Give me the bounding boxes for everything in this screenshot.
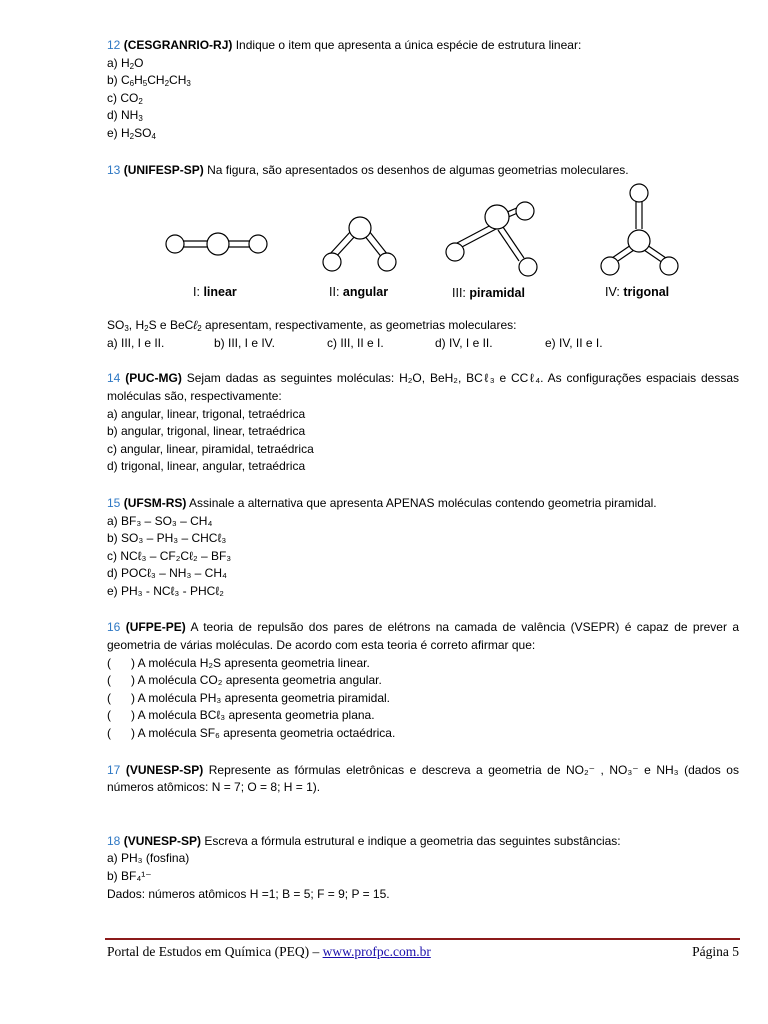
question-number: 17 (107, 762, 121, 777)
trigonal-molecule (601, 184, 678, 275)
footer-portal-name: Portal de Estudos em Química (PEQ) – (107, 944, 320, 959)
given-data: Dados: números atômicos H =1; B = 5; F = 9; P = 15. (107, 886, 390, 901)
statement-5: ( ) A molécula SF₆ apresenta geometria octaédrica. (107, 725, 739, 743)
label-trigonal: IV: trigonal (605, 285, 670, 300)
option-a: a) $H_2O$ (107, 55, 144, 71)
option-d: d) trigonal, linear, angular, tetraédrica (107, 459, 306, 474)
question-13 (107, 162, 739, 353)
question-17-header (107, 762, 739, 797)
pyramidal-molecule (446, 202, 537, 276)
question-text: Escreva a fórmula estrutural e indique a geometria das seguintes substâncias: (204, 833, 621, 848)
question-text: Indique o item que apresenta a única espécie de estrutura linear: (235, 38, 582, 52)
question-number: 16 (107, 620, 121, 635)
question-source: (CESGRANRIO-RJ) (123, 38, 233, 52)
angular-molecule (323, 217, 396, 271)
item-a: a) PH₃ (fosfina) (107, 851, 190, 866)
question-source: (PUC-MG) (125, 371, 182, 386)
option-b: b) SO₃ – PH₃ – CHCℓ₃ (107, 531, 227, 546)
answer-blank[interactable]: ( (107, 726, 111, 741)
option-e: e) IV, II e I. (545, 335, 603, 350)
footer-link[interactable]: www.profpc.com.br (322, 944, 431, 959)
statement-3: ( ) A molécula PH₃ apresenta geometria piramidal. (107, 690, 739, 708)
question-16-header (107, 619, 739, 654)
option-a: a) angular, linear, trigonal, tetraédrica (107, 406, 306, 421)
option-c: c) $CO_2$ (107, 90, 143, 106)
answer-blank[interactable]: ( (107, 655, 111, 670)
option-b: b) $C_6H_5CH_2CH_3$ (107, 73, 191, 89)
label-angular: II: angular (329, 285, 389, 300)
option-c: c) angular, linear, piramidal, tetraédrica (107, 441, 314, 456)
label-linear: I: linear (193, 285, 237, 300)
question-16 (107, 619, 739, 742)
statement-2: ( ) A molécula CO₂ apresenta geometria angular. (107, 672, 739, 690)
option-c: c) NCℓ₃ – CF₂Cℓ₂ – BF₃ (107, 548, 232, 563)
question-number: 12 (107, 38, 121, 52)
page-number: Página 5 (692, 944, 739, 959)
question-14-header (107, 370, 739, 405)
footer-left (107, 944, 431, 960)
answer-blank[interactable]: ( (107, 690, 111, 705)
question-12-header (107, 37, 739, 55)
question-13-stem: $SO_3$, $H_2S$ e BeCℓ$_2$ apresentam, respectivamente, as geometrias moleculares: (107, 318, 517, 334)
statement-4: ( ) A molécula BCℓ₃ apresenta geometria plana. (107, 707, 739, 725)
page-footer (107, 944, 739, 960)
option-d: d) POCℓ₃ – NH₃ – CH₄ (107, 566, 227, 581)
question-12 (107, 37, 739, 143)
question-18-header (107, 833, 739, 851)
option-a: a) BF₃ – SO₃ – CH₄ (107, 513, 213, 528)
option-e: e) $H_2SO_4$ (107, 125, 156, 141)
question-17 (107, 762, 739, 797)
question-text: Sejam dadas as seguintes moléculas: H₂O, BeH₂, BCℓ₃ e CCℓ₄. As configurações espaciais dessas moléculas são, respectivamente: (107, 371, 739, 403)
option-c: c) III, II e I. (327, 335, 384, 350)
question-number: 14 (107, 371, 121, 386)
option-e: e) PH₃ - NCℓ₃ - PHCℓ₂ (107, 583, 224, 598)
question-text: Na figura, são apresentados os desenhos de algumas geometrias moleculares. (207, 162, 629, 177)
question-14 (107, 370, 739, 476)
linear-molecule (166, 233, 267, 255)
question-text: A teoria de repulsão dos pares de elétrons na camada de valência (VSEPR) é capaz de prever a geometria de várias moléculas. De acordo com esta teoria é correto afirmar que: (107, 620, 740, 653)
option-d: d) IV, I e II. (435, 335, 493, 350)
label-piramidal: III: piramidal (452, 286, 525, 301)
question-source: (UFPE-PE) (125, 620, 186, 635)
question-source: (VUNESP-SP) (125, 762, 204, 777)
answer-blank[interactable]: ( (107, 673, 111, 688)
option-b: b) angular, trigonal, linear, tetraédrica (107, 424, 306, 439)
document-body (107, 37, 739, 922)
question-13-header (107, 162, 739, 180)
question-number: 15 (107, 495, 121, 510)
question-text: Represente as fórmulas eletrônicas e descreva a geometria de NO₂⁻ , NO₃⁻ e NH₃ (dados os números atômicos: N = 7; O = 8; H = 1). (107, 762, 739, 795)
option-b: b) III, I e IV. (214, 335, 275, 350)
molecular-geometry-figure (107, 181, 739, 309)
question-text: Assinale a alternativa que apresenta APENAS moléculas contendo geometria piramidal. (189, 495, 657, 510)
question-source: (UNIFESP-SP) (123, 162, 204, 177)
question-13-options (107, 335, 739, 353)
question-15 (107, 495, 739, 601)
footer-divider (105, 938, 740, 940)
option-a: a) III, I e II. (107, 335, 165, 350)
question-18 (107, 833, 739, 903)
statement-1: ( ) A molécula H₂S apresenta geometria linear. (107, 655, 739, 673)
question-number: 18 (107, 833, 121, 848)
question-source: (UFSM-RS) (123, 495, 187, 510)
question-source: (VUNESP-SP) (123, 833, 202, 848)
question-15-header (107, 495, 739, 513)
option-d: d) $NH_3$ (107, 108, 143, 124)
item-b: b) BF₄¹⁻ (107, 869, 152, 883)
question-number: 13 (107, 162, 121, 177)
answer-blank[interactable]: ( (107, 708, 111, 723)
